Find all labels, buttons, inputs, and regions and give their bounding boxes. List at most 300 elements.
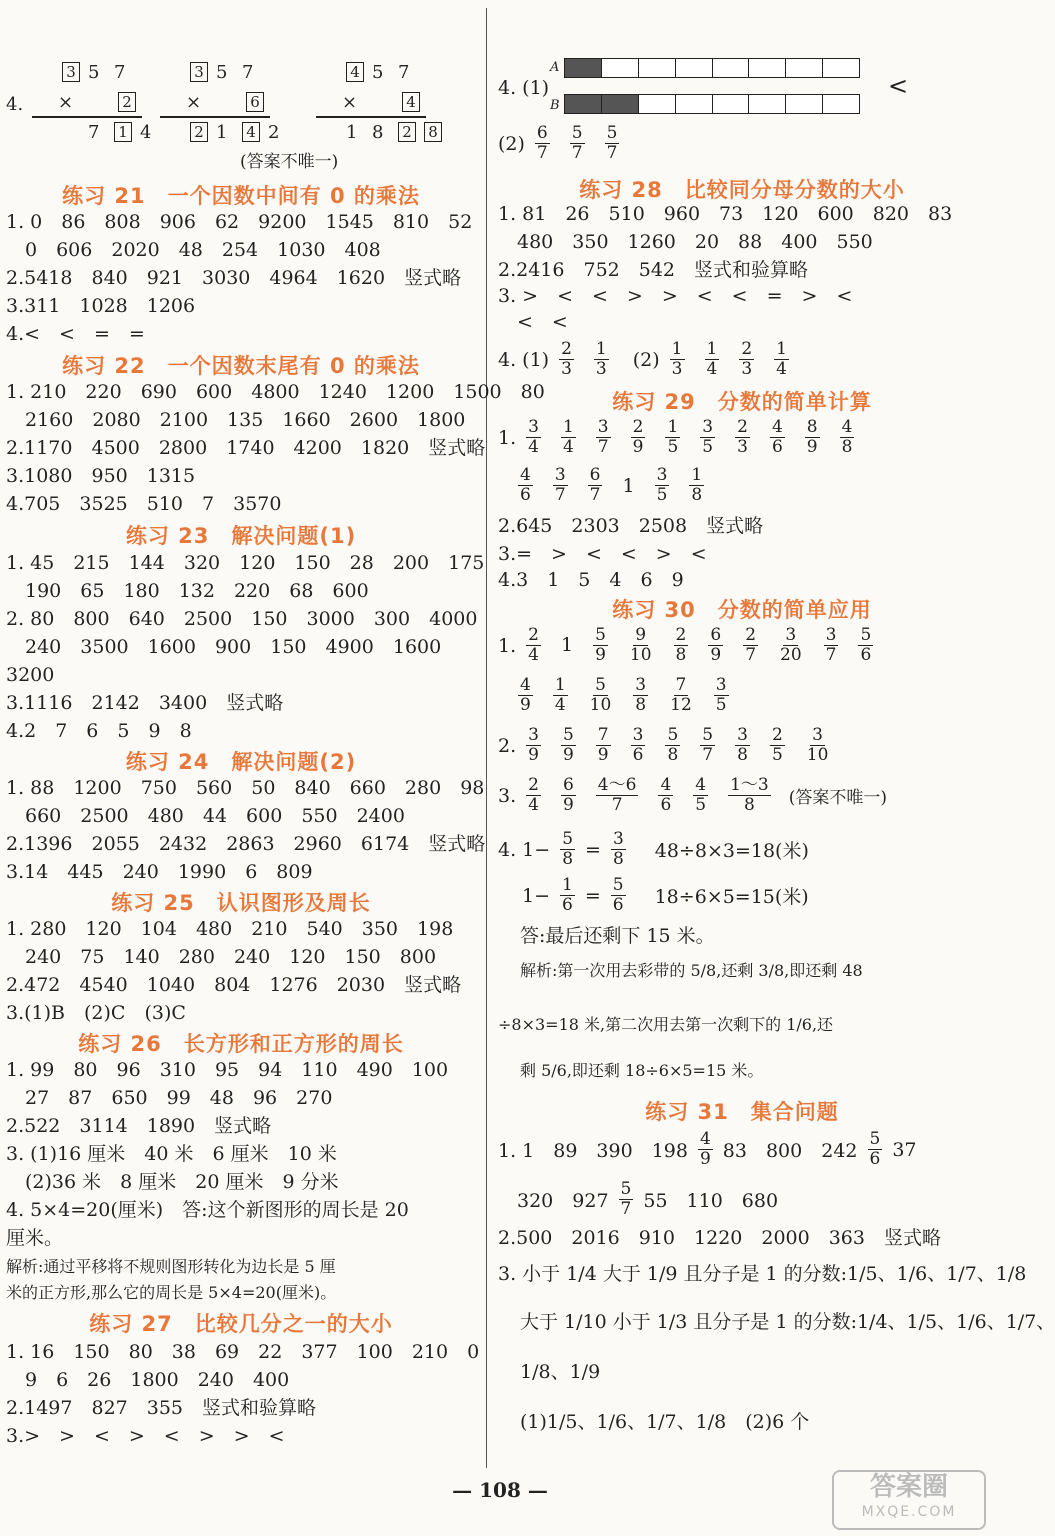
fraction bbox=[698, 1130, 713, 1169]
numerator: 3 bbox=[715, 675, 727, 695]
ex29-q1-fractions-b bbox=[508, 466, 714, 505]
denominator: 12 bbox=[670, 695, 692, 715]
eq-equals: = bbox=[585, 838, 601, 861]
ex30-q2-label: 2. bbox=[498, 734, 517, 757]
values: 83 800 242 bbox=[722, 1140, 858, 1162]
ex28-line-5: < < bbox=[498, 311, 568, 333]
ex27-line-1: 1. 16 150 80 38 69 22 377 100 210 0 bbox=[6, 1341, 480, 1363]
denominator: 4 bbox=[554, 695, 566, 715]
ex21-line-2: 0 606 2020 48 254 1030 408 bbox=[6, 239, 381, 261]
product-digit: 1 bbox=[114, 122, 132, 142]
numerator: 5 bbox=[702, 725, 714, 745]
fraction bbox=[840, 418, 855, 457]
ex30-analysis-1: 解析:第一次用去彩带的 5/8,还剩 3/8,即还剩 48 bbox=[520, 961, 863, 980]
denominator: 9 bbox=[806, 437, 818, 457]
denominator: 6 bbox=[520, 485, 531, 505]
numerator: 2 bbox=[528, 625, 539, 645]
denominator: 5 bbox=[667, 437, 679, 457]
fraction bbox=[705, 340, 720, 379]
denominator: 8 bbox=[612, 849, 624, 869]
fraction bbox=[553, 466, 568, 505]
ex25-line-2: 240 75 140 280 240 120 150 800 bbox=[6, 946, 437, 968]
denominator: 9 bbox=[632, 437, 644, 457]
denominator: 3 bbox=[595, 359, 607, 379]
numerator: 8 bbox=[806, 417, 818, 437]
heading-exercise-30: 练习 30 分数的简单应用 bbox=[612, 598, 872, 622]
denominator: 8 bbox=[667, 745, 679, 765]
values: 55 110 680 bbox=[643, 1190, 779, 1212]
numerator: 5 bbox=[562, 829, 574, 849]
ex21-line-1: 1. 0 86 808 906 62 9200 1545 810 52 bbox=[6, 211, 473, 233]
fraction bbox=[593, 626, 608, 665]
fraction bbox=[611, 830, 626, 869]
fraction bbox=[735, 726, 750, 765]
numerator: 4 bbox=[520, 675, 531, 695]
denominator: 6 bbox=[612, 895, 624, 915]
bar-cell bbox=[676, 95, 713, 113]
eq-suffix: 48÷8×3=18(米) bbox=[635, 840, 809, 862]
product-digit: 1 bbox=[216, 122, 228, 143]
ex30-q3-row bbox=[498, 776, 887, 815]
fraction bbox=[561, 418, 576, 457]
fraction bbox=[858, 626, 873, 665]
numerator: 5 bbox=[562, 725, 574, 745]
q4-part2-label: (2) bbox=[498, 132, 525, 155]
fraction bbox=[735, 418, 750, 457]
values: 320 927 bbox=[498, 1190, 609, 1212]
ex21-line-4: 3.311 1028 1206 bbox=[6, 295, 196, 317]
times-sign: × bbox=[342, 92, 358, 113]
ex30-q1-label: 1. bbox=[498, 634, 517, 657]
fraction-bar-a bbox=[564, 58, 860, 78]
bar-cell bbox=[713, 95, 750, 113]
ex26-line-3: 2.522 3114 1890 竖式略 bbox=[6, 1115, 272, 1137]
fraction bbox=[778, 626, 804, 665]
numerator: 3 bbox=[597, 417, 609, 437]
numerator: 3 bbox=[528, 725, 539, 745]
numerator: 4 bbox=[695, 775, 707, 795]
numerator: 2 bbox=[561, 339, 572, 359]
ex29-line-3: 3.= > < < > < bbox=[498, 543, 707, 565]
sum-line bbox=[160, 116, 270, 118]
product-digit: 1 bbox=[346, 122, 358, 143]
fraction bbox=[596, 418, 611, 457]
ex28-q4-label2: (2) bbox=[632, 348, 660, 371]
bar-cell bbox=[639, 59, 676, 77]
numerator: 6 bbox=[562, 775, 574, 795]
multiplier-digit: 2 bbox=[118, 92, 136, 112]
bar-cell bbox=[602, 95, 639, 113]
ex25-line-1: 1. 280 120 104 480 210 540 350 198 bbox=[6, 918, 454, 940]
heading-exercise-26: 练习 26 长方形和正方形的周长 bbox=[78, 1032, 404, 1056]
multiplier-digit: 6 bbox=[246, 92, 264, 112]
fraction bbox=[708, 626, 723, 665]
right-column bbox=[492, 0, 1055, 1536]
fraction bbox=[596, 776, 639, 815]
denominator: 9 bbox=[520, 695, 531, 715]
numerator: 6 bbox=[589, 465, 601, 485]
ex29-q1-fractions-a bbox=[516, 418, 864, 457]
fraction bbox=[670, 340, 685, 379]
denominator: 7 bbox=[589, 485, 601, 505]
fraction bbox=[774, 340, 789, 379]
compare-symbol: < bbox=[888, 72, 909, 100]
ex30-q2-fractions bbox=[516, 726, 840, 765]
ex23-line-3: 2. 80 800 640 2500 150 3000 300 4000 bbox=[6, 608, 478, 630]
numerator: 3 bbox=[737, 725, 748, 745]
ex31-line-3: 2.500 2016 910 1220 2000 363 竖式略 bbox=[498, 1227, 941, 1249]
numerator: 5 bbox=[667, 725, 679, 745]
bar-cell bbox=[565, 95, 602, 113]
numerator: 6 bbox=[536, 123, 548, 143]
fraction bbox=[570, 124, 585, 163]
denominator: 8 bbox=[675, 645, 687, 665]
numerator: 2 bbox=[737, 417, 748, 437]
fraction bbox=[561, 726, 576, 765]
fraction bbox=[770, 726, 785, 765]
denominator: 7 bbox=[554, 485, 566, 505]
bar-cell bbox=[565, 59, 602, 77]
ex31-line-2 bbox=[498, 1180, 778, 1219]
values: 37 bbox=[892, 1138, 917, 1161]
product-digit: 8 bbox=[372, 122, 384, 143]
multiplicand-digit: 3 bbox=[190, 62, 208, 82]
times-sign: × bbox=[186, 92, 202, 113]
heading-exercise-27: 练习 27 比较几分之一的大小 bbox=[89, 1312, 393, 1336]
product-digit: 2 bbox=[398, 122, 416, 142]
ex27-line-4: 3.> > < > < > > < bbox=[6, 1425, 285, 1447]
fraction bbox=[674, 626, 689, 665]
numerator: 4 bbox=[771, 417, 783, 437]
numerator: 1 bbox=[554, 675, 566, 695]
numerator: 3 bbox=[656, 465, 668, 485]
bar-cell bbox=[823, 95, 859, 113]
fraction bbox=[633, 676, 648, 715]
numerator: 5 bbox=[571, 123, 583, 143]
product-digit: 2 bbox=[268, 122, 280, 143]
ex28-line-2: 480 350 1260 20 88 400 550 bbox=[498, 231, 873, 253]
bar-cell bbox=[823, 59, 859, 77]
product-digit: 4 bbox=[140, 122, 152, 143]
ex28-line-4: 3. > < < > > < < = > < bbox=[498, 285, 853, 307]
denominator: 6 bbox=[660, 795, 672, 815]
ex21-line-5: 4.< < = = bbox=[6, 323, 145, 345]
multiplicand-digit: 5 bbox=[216, 62, 228, 83]
ex24-line-3: 2.1396 2055 2432 2863 2960 6174 竖式略 bbox=[6, 833, 486, 855]
numerator: 5 bbox=[612, 875, 624, 895]
eq-suffix: 18÷6×5=15(米) bbox=[635, 886, 809, 908]
column-divider bbox=[486, 8, 487, 1468]
fraction bbox=[631, 418, 646, 457]
ex25-line-4: 3.(1)B (2)C (3)C bbox=[6, 1002, 186, 1024]
multiplicand-digit: 7 bbox=[398, 62, 410, 83]
numerator: 3 bbox=[825, 625, 837, 645]
numerator: 4～6 bbox=[597, 775, 637, 795]
numerator: 9 bbox=[635, 625, 647, 645]
fraction bbox=[743, 626, 758, 665]
ex26-analysis-1: 解析:通过平移将不规则图形转化为边长是 5 厘 bbox=[6, 1257, 336, 1276]
ex30-q1-fractions-a bbox=[516, 626, 883, 665]
ex29-q1-label: 1. bbox=[498, 426, 517, 449]
numerator: 1 bbox=[562, 875, 573, 895]
numerator: 1 bbox=[671, 339, 683, 359]
denominator: 5 bbox=[695, 795, 707, 815]
bar-cell bbox=[786, 59, 823, 77]
ex22-line-1: 1. 210 220 690 600 4800 1240 1200 1500 80 bbox=[6, 381, 545, 403]
bar-a-label: A bbox=[550, 60, 560, 75]
denominator: 6 bbox=[771, 437, 783, 457]
ex22-line-4: 3.1080 950 1315 bbox=[6, 465, 196, 487]
heading-exercise-23: 练习 23 解决问题(1) bbox=[125, 524, 357, 548]
numerator: 2 bbox=[632, 417, 644, 437]
multiplicand-digit: 7 bbox=[114, 62, 126, 83]
fraction bbox=[700, 418, 715, 457]
watermark-logo bbox=[832, 1470, 986, 1530]
fraction bbox=[868, 1130, 883, 1169]
denominator: 8 bbox=[841, 437, 853, 457]
ex21-line-3: 2.5418 840 921 3030 4964 1620 竖式略 bbox=[6, 267, 462, 289]
denominator: 4 bbox=[528, 645, 539, 665]
note-not-unique: (答案不唯一) bbox=[240, 152, 339, 172]
bar-cell bbox=[749, 95, 786, 113]
fraction bbox=[655, 466, 670, 505]
fraction bbox=[518, 676, 533, 715]
fraction bbox=[631, 726, 646, 765]
ex23-line-6: 3.1116 2142 3400 竖式略 bbox=[6, 692, 284, 714]
fraction bbox=[665, 418, 680, 457]
denominator: 7 bbox=[825, 645, 837, 665]
denominator: 8 bbox=[691, 485, 703, 505]
ex29-q1-row1 bbox=[498, 418, 864, 457]
fraction bbox=[628, 626, 654, 665]
denominator: 3 bbox=[737, 437, 748, 457]
numerator: 1 bbox=[706, 339, 718, 359]
ex30-q3-note: (答案不唯一) bbox=[788, 788, 887, 808]
fraction bbox=[594, 340, 609, 379]
denominator: 9 bbox=[528, 745, 539, 765]
product-digit: 4 bbox=[242, 122, 260, 142]
numerator: 7 bbox=[597, 725, 609, 745]
heading-exercise-21: 练习 21 一个因数中间有 0 的乘法 bbox=[62, 184, 420, 208]
ex31-q3-line-4: (1)1/5、1/6、1/7、1/8 (2)6 个 bbox=[520, 1411, 810, 1433]
ex23-line-4: 240 3500 1600 900 150 4900 1600 bbox=[6, 636, 442, 658]
ex29-line-4: 4.3 1 5 4 6 9 bbox=[498, 569, 684, 591]
denominator: 7 bbox=[745, 645, 757, 665]
numerator: 5 bbox=[860, 625, 872, 645]
denominator: 4 bbox=[706, 359, 718, 379]
ex30-q4-eq1 bbox=[498, 830, 809, 869]
ex26-analysis-2: 米的正方形,那么它的周长是 5×4=20(厘米)。 bbox=[6, 1283, 337, 1302]
fraction bbox=[596, 726, 611, 765]
ex28-q4 bbox=[498, 340, 799, 379]
denominator: 3 bbox=[671, 359, 683, 379]
denominator: 3 bbox=[561, 359, 572, 379]
fraction bbox=[560, 830, 575, 869]
fraction bbox=[665, 726, 680, 765]
q4-part2-fractions bbox=[525, 124, 629, 163]
ex22-line-2: 2160 2080 2100 135 1660 2600 1800 bbox=[6, 409, 466, 431]
bar-cell bbox=[676, 59, 713, 77]
fraction bbox=[588, 466, 603, 505]
numerator: 4 bbox=[660, 775, 672, 795]
ex26-line-4: 3. (1)16 厘米 40 米 6 厘米 10 米 bbox=[6, 1143, 337, 1165]
numerator: 5 bbox=[869, 1129, 881, 1149]
heading-exercise-28: 练习 28 比较同分母分数的大小 bbox=[579, 178, 905, 202]
denominator: 9 bbox=[562, 745, 574, 765]
ex27-line-3: 2.1497 827 355 竖式和验算略 bbox=[6, 1397, 317, 1419]
numerator: 2 bbox=[675, 625, 687, 645]
denominator: 7 bbox=[620, 1199, 632, 1219]
numerator: 3 bbox=[612, 829, 624, 849]
ex30-q1-row1 bbox=[498, 626, 883, 665]
fraction bbox=[770, 418, 785, 457]
ex23-line-1: 1. 45 215 144 320 120 150 28 200 175 bbox=[6, 552, 485, 574]
fraction bbox=[700, 726, 715, 765]
values: 1. 1 89 390 198 bbox=[498, 1140, 688, 1162]
integer-value: 1 bbox=[622, 474, 635, 497]
ex30-q3-fractions bbox=[516, 776, 781, 815]
ex31-q3-line-3: 1/8、1/9 bbox=[520, 1361, 601, 1383]
denominator: 6 bbox=[869, 1149, 881, 1169]
fraction bbox=[689, 466, 704, 505]
ex28-q4-fractions2 bbox=[660, 340, 799, 379]
ex28-line-3: 2.2416 752 542 竖式和验算略 bbox=[498, 259, 809, 281]
multiplicand-digit: 5 bbox=[372, 62, 384, 83]
fraction bbox=[561, 776, 576, 815]
ex30-analysis-2: ÷8×3=18 米,第二次用去第一次剩下的 1/6,还 bbox=[498, 1015, 834, 1034]
bar-cell bbox=[786, 95, 823, 113]
fraction bbox=[805, 726, 831, 765]
denominator: 8 bbox=[635, 695, 647, 715]
fraction bbox=[714, 676, 729, 715]
fraction bbox=[588, 676, 614, 715]
q4-part2 bbox=[498, 124, 629, 163]
numerator: 1 bbox=[562, 417, 574, 437]
watermark-text: 答案圈 bbox=[869, 1472, 948, 1502]
denominator: 5 bbox=[656, 485, 668, 505]
q4-label: 4. (1) bbox=[498, 77, 550, 99]
denominator: 9 bbox=[699, 1149, 711, 1169]
ex24-line-2: 660 2500 480 44 600 550 2400 bbox=[6, 805, 405, 827]
ex26-line-5: (2)36 米 8 厘米 20 厘米 9 分米 bbox=[6, 1171, 339, 1193]
denominator: 20 bbox=[780, 645, 802, 665]
denominator: 7 bbox=[536, 143, 548, 163]
numerator: 3 bbox=[528, 417, 539, 437]
watermark-url: MXQE.COM bbox=[861, 1504, 957, 1520]
product-digit: 8 bbox=[424, 122, 442, 142]
multiplicand-digit: 5 bbox=[88, 62, 100, 83]
page-number: — 108 — bbox=[452, 1478, 548, 1502]
denominator: 10 bbox=[806, 745, 829, 765]
times-sign: × bbox=[58, 92, 74, 113]
heading-exercise-22: 练习 22 一个因数末尾有 0 的乘法 bbox=[62, 354, 420, 378]
ex31-line-1 bbox=[498, 1130, 917, 1169]
numerator: 4 bbox=[841, 417, 853, 437]
ex30-analysis-3: 剩 5/6,即还剩 18÷6×5=15 米。 bbox=[520, 1061, 764, 1080]
ex28-q4-fractions1 bbox=[549, 340, 619, 379]
denominator: 9 bbox=[595, 645, 606, 665]
ex23-line-2: 190 65 180 132 220 68 600 bbox=[6, 580, 369, 602]
multiplicand-digit: 7 bbox=[242, 62, 254, 83]
fraction bbox=[668, 676, 694, 715]
denominator: 5 bbox=[771, 745, 783, 765]
bar-cell bbox=[602, 59, 639, 77]
numerator: 6 bbox=[710, 625, 722, 645]
heading-exercise-29: 练习 29 分数的简单计算 bbox=[612, 390, 872, 414]
multiplicand-digit: 3 bbox=[62, 62, 80, 82]
denominator: 3 bbox=[741, 359, 753, 379]
ex27-line-2: 9 6 26 1800 240 400 bbox=[6, 1369, 290, 1391]
ex26-line-7: 厘米。 bbox=[6, 1227, 64, 1249]
fraction bbox=[518, 466, 533, 505]
ex30-answer: 答:最后还剩下 15 米。 bbox=[520, 925, 715, 947]
fraction bbox=[805, 418, 820, 457]
numerator: 1 bbox=[595, 339, 607, 359]
ex30-q1-fractions-b bbox=[508, 676, 739, 715]
fraction bbox=[535, 124, 550, 163]
fraction bbox=[824, 626, 839, 665]
numerator: 1 bbox=[667, 417, 679, 437]
ex26-line-2: 27 87 650 99 48 96 270 bbox=[6, 1087, 333, 1109]
multiplier-digit: 4 bbox=[402, 92, 420, 112]
ex30-q4-eq2 bbox=[522, 876, 809, 915]
numerator: 1 bbox=[691, 465, 703, 485]
fraction bbox=[739, 340, 754, 379]
numerator: 3 bbox=[554, 465, 566, 485]
ex24-line-1: 1. 88 1200 750 560 50 840 660 280 98 bbox=[6, 777, 485, 799]
denominator: 6 bbox=[860, 645, 872, 665]
ex22-line-3: 2.1170 4500 2800 1740 4200 1820 竖式略 bbox=[6, 437, 486, 459]
numerator: 1 bbox=[776, 339, 787, 359]
numerator: 3 bbox=[702, 417, 714, 437]
ex30-q3-label: 3. bbox=[498, 784, 517, 807]
fraction bbox=[605, 124, 620, 163]
ex22-line-5: 4.705 3525 510 7 3570 bbox=[6, 493, 282, 515]
eq-prefix: 1− bbox=[522, 884, 551, 907]
fraction bbox=[526, 626, 541, 665]
eq-prefix: 4. 1− bbox=[498, 838, 551, 861]
ex28-q4-label1: 4. (1) bbox=[498, 348, 550, 371]
fraction bbox=[728, 776, 771, 815]
fraction bbox=[560, 876, 575, 915]
fraction bbox=[526, 418, 541, 457]
fraction bbox=[619, 1180, 634, 1219]
denominator: 7 bbox=[571, 143, 583, 163]
eq-equals: = bbox=[584, 884, 601, 907]
fraction bbox=[526, 776, 541, 815]
denominator: 7 bbox=[702, 745, 714, 765]
ex31-q3-line-2: 大于 1/10 小于 1/3 且分子是 1 的分数:1/4、1/5、1/6、1/7、 bbox=[520, 1311, 1055, 1333]
fraction bbox=[526, 726, 541, 765]
fraction-bar-b bbox=[564, 94, 860, 114]
denominator: 4 bbox=[528, 437, 539, 457]
bar-b-label: B bbox=[550, 98, 560, 113]
sum-line bbox=[316, 116, 426, 118]
heading-exercise-25: 练习 25 认识图形及周长 bbox=[111, 891, 371, 915]
ex30-q2-row bbox=[498, 726, 840, 765]
numerator: 5 bbox=[620, 1179, 632, 1199]
denominator: 4 bbox=[562, 437, 574, 457]
numerator: 2 bbox=[745, 625, 757, 645]
numerator: 3 bbox=[812, 725, 823, 745]
heading-exercise-31: 练习 31 集合问题 bbox=[645, 1100, 839, 1124]
numerator: 4 bbox=[699, 1129, 711, 1149]
bar-cell bbox=[713, 59, 750, 77]
numerator: 4 bbox=[520, 465, 531, 485]
ex31-q3-line-1: 3. 小于 1/4 大于 1/9 且分子是 1 的分数:1/5、1/6、1/7、1/8 bbox=[498, 1263, 1027, 1285]
bar-cell bbox=[749, 59, 786, 77]
fraction bbox=[658, 776, 673, 815]
